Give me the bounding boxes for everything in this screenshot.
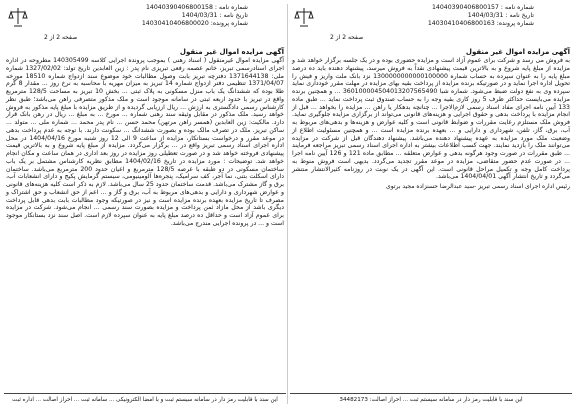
right-page-number: صفحه 2 از 2 [330,34,364,41]
left-header [4,4,286,48]
emblem-icon [292,6,316,28]
right-signature-line: رئیس اداره اجرای اسناد رسمی تبریز -سید عبدالرضا حسنزاده مجید برتوی [386,183,570,190]
right-bottom-note: این سند با قابلیت رمز دار در سامانه سیستم ثبت ... احراز اصالت: 34482173 [339,397,523,403]
right-bottom-rule [290,393,572,394]
left-letter-date: تاریخ نامه : 1404/03/31 [181,12,248,19]
left-bottom-rule [4,393,286,394]
column-divider [287,4,288,404]
left-page-number: صفحه 2 از 2 [44,34,78,41]
left-title: آگهی مزایده اموال غیر منقول [179,48,284,56]
left-meta [142,4,248,28]
left-bottom-note: این سند با قابلیت رمز دار در سامانه سیستم ثبت و با امضا الکترونیکی ... سامانه ثبت ... احراز اصالت ... اداره ثبت [12,397,278,403]
right-header [290,4,572,48]
right-meta [428,4,534,28]
right-case-number: شماره پرونده: 14030410406800163 [427,20,534,27]
left-announcement [4,4,286,404]
emblem-icon [6,6,30,28]
left-letter-number: شماره نامه : 14040390406800158 [145,4,248,11]
right-announcement [290,4,572,404]
left-case-number: شماره پرونده: 14030410406800020 [141,20,248,27]
right-title: آگهی مزایده اموال غیر منقول [465,48,570,56]
right-letter-date: تاریخ نامه : 1404/03/31 [467,12,534,19]
right-body-text: به فروش می رسد و شرکت برای عموم آزاد است و مزایده حضوری بوده و در یک جلسه برگزار خواهد شد و مزایده از مبلغ پایه شروع و به بالاترین قیمت پیشنهادی نقداً به فروش میرسد، پیشنهاد دهنده باید ده درصد مبلغ پایه را به عنوان سپرده به حساب شماره 1300000000000100000 نزد بانک ملت واریز و فیش را تحویل اداره اجرا نماید و در صورتیکه برنده مزایده از پرداخت بقیه بهای مزایده در مهلت مقرر خودداری نماید سپرده وی به نفع دولت ضبط می‌شود. شماره شبا 360100004504013207565490 ... و همچنین برنده مزایده می‌بایست حداکثر ظرف 5 روز کاری بقیه وجه را به حساب صندوق ثبت پرداخت نماید ... طبق ماده 133 آیین نامه اجرای مفاد اسناد رسمی لازم‌الاجرا ... چنانچه بدهکار یا راهن ... مزایده را بخواهد ... قبل از انجام مزایده با پرداخت بدهی و حقوق اجرایی و هزینه‌های قانونی می‌تواند از برگزاری مزایده جلوگیری نماید. فروش ملک مستلزم رعایت مقررات و ضوابط قانونی است و کلیه عوارض و هزینه‌ها و بدهی‌های مربوط به آب، برق، گاز، تلفن، شهرداری و دارایی و ... بعهده برنده مزایده است ... و همچنین مسئولیت اطلاع از وضعیت ملک مورد مزایده به عهده پیشنهاد دهنده می‌باشد. پیشنهاد دهندگان قبل از شرکت در مزایده می‌توانند ملک را بازدید نمایند. جهت کسب اطلاعات بیشتر به اداره اجرای اسناد رسمی تبریز مراجعه فرمایند ... طبق مقررات در صورت وجود هرگونه بدهی و عوارض متعلقه ... مطابق ماده 121 و 126 آیین نامه اجرا ... در صورت عدم حضور متقاضی، مزایده در موعد مقرر تجدید می‌گردد. بدیهی است فروش منوط به پرداخت کامل وجه و تکمیل مراحل قانونی است. این آگهی در یک نوبت در روزنامه کثیرالانتشار منتشر می‌گردد و تاریخ انتشار آگهی 1404/04/01 می‌باشد. [292,57,571,181]
left-body-text: آگهی مزایده اموال غیرمنقول ( اسناد رهنی ) بموجب پرونده اجرایی کلاسه 140305499 مطروحه در اداره اجرای اسنادرسمی تبریز، خانم عصمه رفعی تبریزی نام پدر : زین العابدین تاریخ تولد: 1327/02/02 شماره ملی: 1371644138 دفترچه تبریز بابت وصول مطالبات خود موضوع سند ازدواج شماره 18510 مورخه 1371/04/07 تنظیمی دفتر ازدواج شماره 14 تبریز به میزان مهریه با محاسبه به نرخ روز ... مقدار 8 گرم طلا بوده که ششدانگ یک باب منزل مسکونی به پلاک ثبتی ... بخش 10 تبریز به مساحت 128/5 مترمربع واقع در تبریز با حدود اربعه ثبتی در سامانه موجود است و ملک مذکور متصرفی راهن می‌باشد؛ طبق نظر کارشناس رسمی دادگستری به ارزش ... ریال ارزیابی گردیده و از طریق مزایده با مبلغ پایه مذکور به فروش خواهد رسید. ملک مذکور در مقابل وثیقه سند رهنی شماره ... مورخ ... به مبلغ ... ریال در رهن بانک قرار دارد. مالکیت: زین العابدین (همسر راهن مرتهن) محمد حسن ... نام پدر محمد ... شماره ملی ... متولد ... ساکن تبریز. ملک در تصرف مالک بوده و بصورت ششدانگ ... سکونت دارند. با توجه به عدم پرداخت بدهی در موعد مقرر و درخواست بستانکار، مزایده از ساعت 9 الی 12 روز شنبه مورخ 1404/04/16 در محل اداره اجرای اسناد رسمی تبریز واقع در ... برگزار می‌گردد. مزایده از مبلغ پایه شروع و به بالاترین قیمت پیشنهادی فروخته خواهد شد و در صورت تعطیلی روز مزایده در روز بعد اداری در همان ساعت و مکان انجام خواهد شد. توضیحات : مورد مزایده در تاریخ 1404/02/16 مطابق نظریه کارشناس مشتمل بر یک باب ساختمان مسکونی در دو طبقه با عرصه 128/5 مترمربع و اعیان حدود 200 مترمربع می‌باشد. ساختمان دارای اسکلت بتنی، نما آجر، کف سرامیک، پنجره‌ها آلومینیومی، سیستم گرمایش پکیج و دارای انشعابات آب، برق و گاز مشترک می‌باشد. قدمت ساختمان حدود 25 سال می‌باشد. لازم به ذکر است کلیه هزینه‌های قانونی و عوارض شهرداری و دارایی و بدهی‌های مربوط به آب، برق و گاز و ... اعم از حق انشعاب و حق اشتراک و مصرف تا تاریخ مزایده بعهده برنده مزایده است و نیز در صورتیکه وجود مطالبات بابت بدهی قابل پرداخت دیگری باشد از محل مازاد ثمن پرداخت و مزایده بصورت سند رسمی ... انجام می‌شود. شرکت در مزایده برای عموم آزاد است و حداقل ده درصد مبلغ پایه به عنوان سپرده لازم است. اصل سند نزد بستانکار موجود است و ... در پرونده اجرایی مندرج می‌باشد. [6,57,285,227]
right-letter-number: شماره نامه : 14040390406800157 [431,4,534,11]
